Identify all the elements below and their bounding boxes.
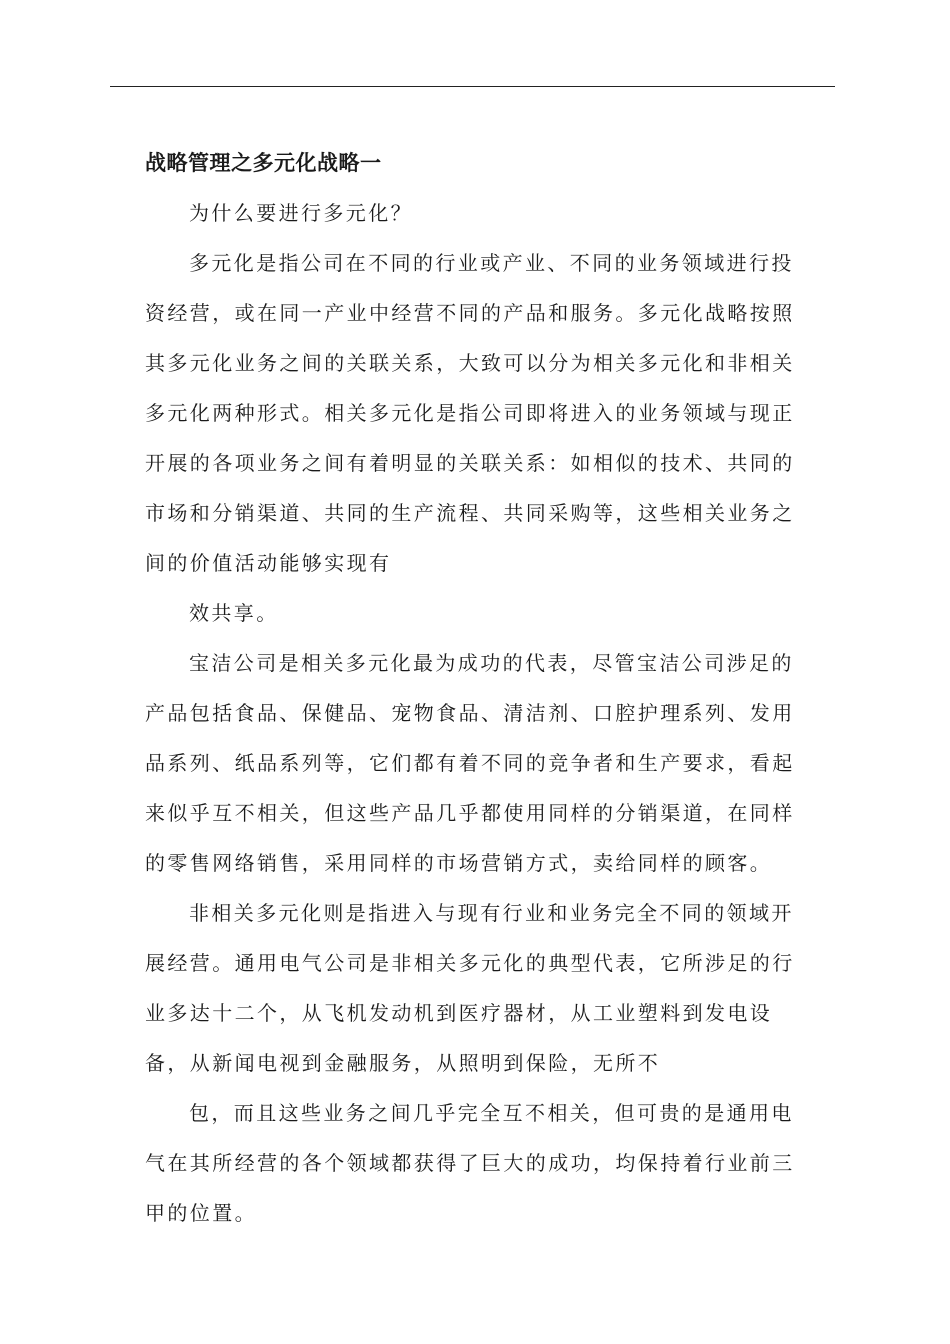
paragraph-line: 来似乎互不相关，但这些产品几乎都使用同样的分销渠道，在同样 <box>145 801 795 825</box>
paragraph-line: 业多达十二个，从飞机发动机到医疗器材，从工业塑料到发电设 <box>145 1001 773 1025</box>
paragraph-line: 气在其所经营的各个领域都获得了巨大的成功，均保持着行业前三 <box>145 1151 795 1175</box>
paragraph-line: 宝洁公司是相关多元化最为成功的代表，尽管宝洁公司涉足的 <box>189 651 794 675</box>
paragraph-line: 开展的各项业务之间有着明显的关联关系：如相似的技术、共同的 <box>145 451 795 475</box>
paragraph-line: 资经营，或在同一产业中经营不同的产品和服务。多元化战略按照 <box>145 301 795 325</box>
paragraph-line: 展经营。通用电气公司是非相关多元化的典型代表，它所涉足的行 <box>145 951 795 975</box>
header-rule <box>110 86 835 87</box>
paragraph-line: 包，而且这些业务之间几乎完全互不相关，但可贵的是通用电 <box>189 1101 794 1125</box>
paragraph-line: 多元化两种形式。相关多元化是指公司即将进入的业务领域与现正 <box>145 401 795 425</box>
paragraph-line: 品系列、纸品系列等，它们都有着不同的竞争者和生产要求，看起 <box>145 751 795 775</box>
paragraph-line: 为什么要进行多元化？ <box>189 201 413 225</box>
paragraph-line: 的零售网络销售，采用同样的市场营销方式，卖给同样的顾客。 <box>145 851 773 875</box>
paragraph-line: 甲的位置。 <box>145 1201 257 1225</box>
paragraph-line: 产品包括食品、保健品、宠物食品、清洁剂、口腔护理系列、发用 <box>145 701 795 725</box>
paragraph-line: 效共享。 <box>189 601 279 625</box>
paragraph-line: 市场和分销渠道、共同的生产流程、共同采购等，这些相关业务之 <box>145 501 795 525</box>
paragraph-line: 其多元化业务之间的关联关系，大致可以分为相关多元化和非相关 <box>145 351 795 375</box>
paragraph-line: 多元化是指公司在不同的行业或产业、不同的业务领域进行投 <box>189 251 794 275</box>
paragraph-line: 间的价值活动能够实现有 <box>145 551 392 575</box>
paragraph-line: 非相关多元化则是指进入与现有行业和业务完全不同的领域开 <box>189 901 794 925</box>
paragraph-line: 备，从新闻电视到金融服务，从照明到保险，无所不 <box>145 1051 661 1075</box>
document-title: 战略管理之多元化战略一 <box>145 151 382 175</box>
